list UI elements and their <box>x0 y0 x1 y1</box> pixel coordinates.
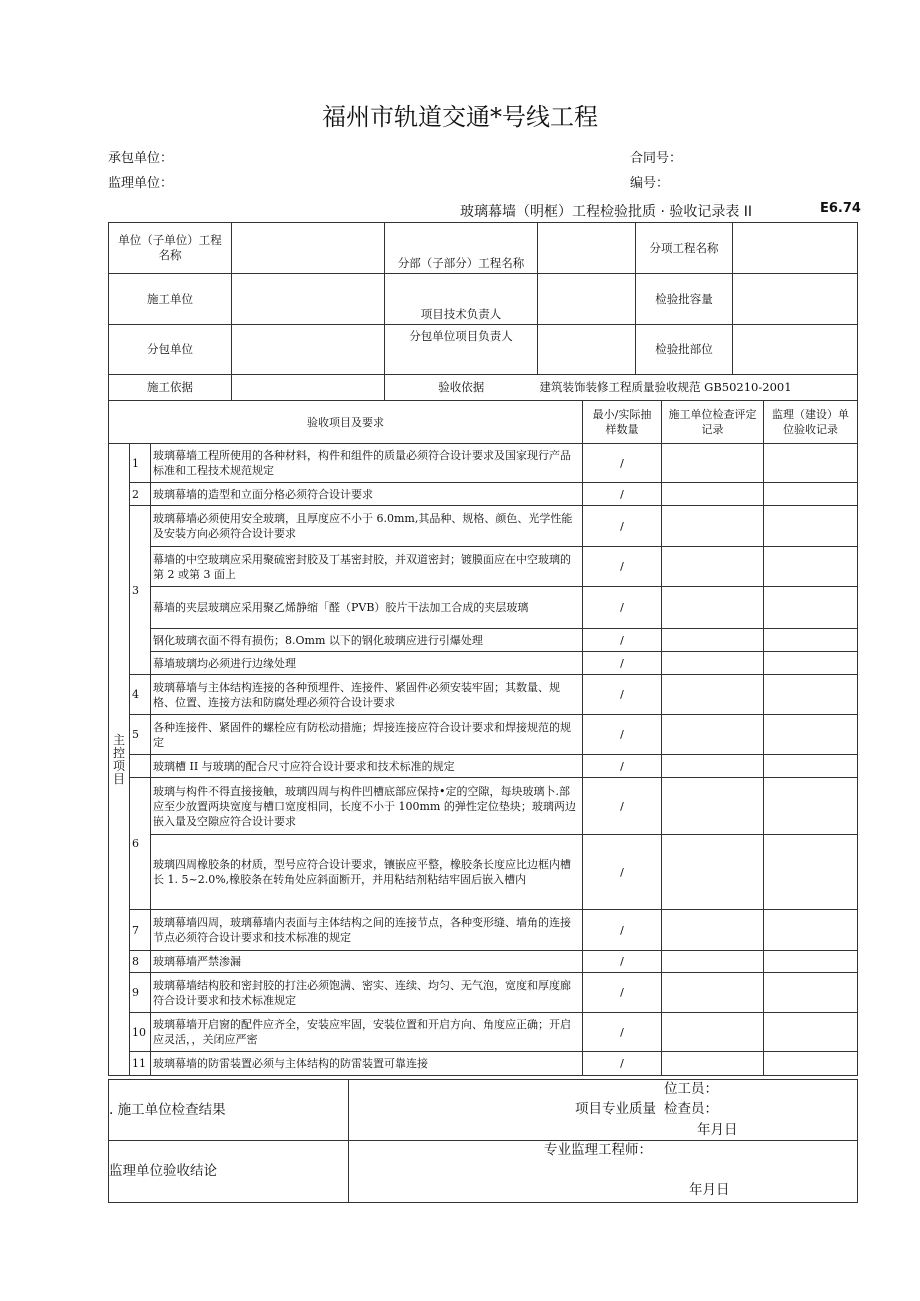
row-no <box>130 755 151 778</box>
engineer-label: 专业监理工程师： <box>544 1142 652 1158</box>
row-supervision[interactable] <box>764 652 858 675</box>
row-no: 5 <box>130 715 151 755</box>
row-no: 3 <box>130 506 151 675</box>
row-self-check[interactable] <box>662 778 764 835</box>
row-sample: / <box>583 835 662 910</box>
row-text: 玻璃槽 II 与玻璃的配合尺寸应符合设计要求和技术标准的规定 <box>151 755 583 778</box>
row-text: 玻璃幕墙的防雷装置必须与主体结构的防雷装置可靠连接 <box>151 1052 583 1076</box>
row-self-check[interactable] <box>662 1052 764 1076</box>
info-table <box>108 222 858 401</box>
inspector-label: 检查员： <box>664 1101 718 1117</box>
row-self-check[interactable] <box>662 675 764 715</box>
sub-pm-value <box>538 325 636 375</box>
row-no: 10 <box>130 1013 151 1052</box>
row-text: 玻璃幕墙四周，玻璃幕墙内表面与主体结构之间的连接节点，各种变形缝、墙角的连接节点必须符合设计要求和技术标准的规定 <box>151 910 583 951</box>
contractor-label: 承包单位： <box>108 151 174 166</box>
row-self-check[interactable] <box>662 1013 764 1052</box>
row-sample: / <box>583 675 662 715</box>
division-value <box>538 223 636 274</box>
row-text: 幕墙玻璃均必须进行边缘处理 <box>151 652 583 675</box>
row-self-check[interactable] <box>662 652 764 675</box>
col-header-self-check: 施工单位检查评定 记录 <box>662 401 764 444</box>
inspection-table <box>108 400 858 1076</box>
row-sample: / <box>583 506 662 547</box>
row-sample: / <box>583 1013 662 1052</box>
row-sample: / <box>583 1052 662 1076</box>
row-self-check[interactable] <box>662 973 764 1013</box>
row-supervision[interactable] <box>764 547 858 587</box>
row-self-check[interactable] <box>662 910 764 951</box>
row-supervision[interactable] <box>764 629 858 652</box>
row-sample: / <box>583 973 662 1013</box>
row-sample: / <box>583 951 662 973</box>
col-header-sample: 最小/实际抽 样数量 <box>583 401 662 444</box>
row-no: 2 <box>130 483 151 506</box>
row-sample: / <box>583 629 662 652</box>
row-sample: / <box>583 483 662 506</box>
row-supervision[interactable] <box>764 444 858 483</box>
row-no: 4 <box>130 675 151 715</box>
batch-capacity-label: 检验批容量 <box>636 274 733 325</box>
construction-result-box[interactable] <box>349 1080 858 1141</box>
form-title: 玻璃幕墙（明框）工程检验批质 · 验收记录表 II <box>460 204 753 220</box>
subitem-value <box>733 223 858 274</box>
row-supervision[interactable] <box>764 483 858 506</box>
date-label-1: 年月日 <box>697 1122 738 1138</box>
contract-no-label: 合同号： <box>630 151 683 166</box>
row-text: 幕墙的中空玻璃应采用聚硫密封胶及丁基密封胶，并双道密封；镀膜面应在中空玻璃的第 2 或第 3 面上 <box>151 547 583 587</box>
form-code: E6.74 <box>820 201 861 216</box>
row-text: 玻璃幕墙与主体结构连接的各种预埋件、连接件、紧固件必须安装牢固；其数量、规格、位置、连接方法和防腐处理必须符合设计要求 <box>151 675 583 715</box>
row-self-check[interactable] <box>662 629 764 652</box>
division-label: 分部（子部分）工程名称 <box>385 223 538 274</box>
basis-label: 施工依据 <box>109 375 232 401</box>
unit-staff-label: 位工员： <box>664 1081 718 1097</box>
signoff-table <box>108 1079 858 1203</box>
quality-label: 项目专业质量 <box>575 1101 656 1117</box>
row-supervision[interactable] <box>764 715 858 755</box>
row-text: 玻璃幕墙工程所使用的各种材料，构件和组件的质量必须符合设计要求及国家现行产品标准和工程技术规范规定 <box>151 444 583 483</box>
row-text: 钢化玻璃衣面不得有损伤；8.Omm 以下的钢化玻璃应进行引爆处理 <box>151 629 583 652</box>
unit-name-value <box>232 223 385 274</box>
row-text: 玻璃幕墙结构胶和密封胶的打注必须饱满、密实、连续、均匀、无气泡，宽度和厚度廊符合设计要求和技术标准规定 <box>151 973 583 1013</box>
row-no: 7 <box>130 910 151 951</box>
row-sample: / <box>583 910 662 951</box>
supervisor-label: 监理单位： <box>108 176 174 191</box>
col-header-supervision: 监理（建设）单 位验收记录 <box>764 401 858 444</box>
date-label-2: 年月日 <box>689 1182 730 1198</box>
row-self-check[interactable] <box>662 587 764 629</box>
row-text: 各种连接件、紧固件的螺栓应有防松动措施；焊接连接应符合设计要求和焊接规范的规定 <box>151 715 583 755</box>
serial-no-label: 编号： <box>630 176 670 191</box>
row-supervision[interactable] <box>764 951 858 973</box>
row-no: 9 <box>130 973 151 1013</box>
construction-unit-label: 施工单位 <box>109 274 232 325</box>
row-supervision[interactable] <box>764 1013 858 1052</box>
row-self-check[interactable] <box>662 715 764 755</box>
acceptance-basis-value: 建筑装饰装修工程质量验收规范 GB50210-2001 <box>538 375 858 401</box>
row-sample: / <box>583 755 662 778</box>
row-supervision[interactable] <box>764 910 858 951</box>
batch-location-label: 检验批部位 <box>636 325 733 375</box>
row-self-check[interactable] <box>662 444 764 483</box>
unit-name-label: 单位（子单位）工程 名称 <box>109 223 232 274</box>
row-supervision[interactable] <box>764 587 858 629</box>
row-self-check[interactable] <box>662 547 764 587</box>
row-text: 玻璃幕墙的造型和立面分格必须符合设计要求 <box>151 483 583 506</box>
row-supervision[interactable] <box>764 778 858 835</box>
row-supervision[interactable] <box>764 973 858 1013</box>
row-sample: / <box>583 444 662 483</box>
row-text: 幕墙的夹层玻璃应采用聚乙烯静缩「醛（PVB）胶片干法加工合成的夹层玻璃 <box>151 587 583 629</box>
row-text: 玻璃四周橡胶条的材质，型号应符合设计要求，镶嵌应平整，橡胶条长度应比边框内槽长 1. 5~2.0%,橡胶条在转角处应斜面断开，并用粘结剂粘结牢固后嵌入槽内 <box>151 835 583 910</box>
row-no: 8 <box>130 951 151 973</box>
document-title: 福州市轨道交通*号线工程 <box>322 103 598 131</box>
row-self-check[interactable] <box>662 506 764 547</box>
row-supervision[interactable] <box>764 675 858 715</box>
row-no: 11 <box>130 1052 151 1076</box>
row-text: 玻璃幕墙开启窗的配件应齐全，安装应牢固，安装位置和开启方向、角度应正确；开启应灵活，，关闭应严密 <box>151 1013 583 1052</box>
row-self-check[interactable] <box>662 951 764 973</box>
row-sample: / <box>583 587 662 629</box>
batch-capacity-value <box>733 274 858 325</box>
subitem-label: 分项工程名称 <box>636 223 733 274</box>
row-text: 玻璃幕墙必须使用安全玻璃，且厚度应不小于 6.0mm,其品种、规格、颜色、光学性能及安装方向必须符合设计要求 <box>151 506 583 547</box>
basis-value <box>232 375 385 401</box>
construction-unit-value <box>232 274 385 325</box>
row-self-check[interactable] <box>662 483 764 506</box>
col-header-items: 验收项目及要求 <box>109 401 583 444</box>
row-text: 玻璃与构件不得直接接触，玻璃四周与构件凹槽底部应保持•定的空隙，每块玻璃卜.部应至少放置两块宽度与槽口宽度相同，长度不小于 100mm 的弹性定位垫块；玻璃两边嵌入量及空隙应符合设计要求 <box>151 778 583 835</box>
subcontractor-label: 分包单位 <box>109 325 232 375</box>
tech-lead-label: 项目技术负责人 <box>385 274 538 325</box>
row-self-check[interactable] <box>662 755 764 778</box>
row-no: 6 <box>130 778 151 910</box>
row-sample: / <box>583 547 662 587</box>
subcontractor-value <box>232 325 385 375</box>
row-supervision[interactable] <box>764 1052 858 1076</box>
row-text: 玻璃幕墙严禁渗漏 <box>151 951 583 973</box>
supervision-conclusion-label: 监理单位验收结论 <box>109 1141 349 1203</box>
row-supervision[interactable] <box>764 835 858 910</box>
construction-result-label: . 施工单位检查结果 <box>109 1080 349 1141</box>
supervision-conclusion-box[interactable] <box>349 1141 858 1203</box>
row-sample: / <box>583 652 662 675</box>
row-sample: / <box>583 778 662 835</box>
row-sample: / <box>583 715 662 755</box>
category-main: 主控项目 <box>109 444 130 1076</box>
row-self-check[interactable] <box>662 835 764 910</box>
sub-pm-label: 分包单位项目负责人 <box>385 325 538 375</box>
tech-lead-value <box>538 274 636 325</box>
row-supervision[interactable] <box>764 755 858 778</box>
row-supervision[interactable] <box>764 506 858 547</box>
batch-location-value <box>733 325 858 375</box>
acceptance-basis-label: 验收依据 <box>385 375 538 401</box>
row-no: 1 <box>130 444 151 483</box>
